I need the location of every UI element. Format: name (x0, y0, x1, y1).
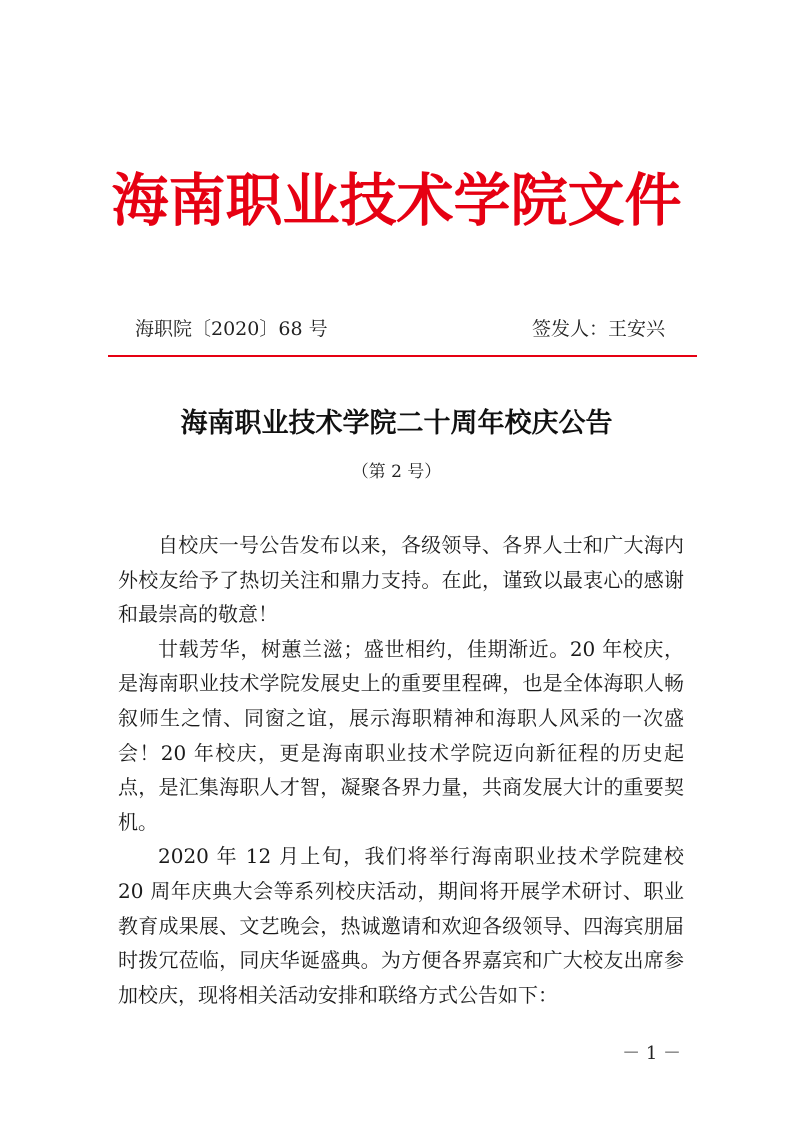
body-paragraph-3: 2020 年 12 月上旬，我们将举行海南职业技术学院建校 20 周年庆典大会等系列校庆活动，期间将开展学术研讨、职业教育成果展、文艺晚会，热诚邀请和欢迎各级领导、四海宾朋届时拨冗莅临，同庆华诞盛典。为方便各界嘉宾和广大校友出席参加校庆，现将相关活动安排和联络方式公告如下： (118, 844, 684, 1007)
notice-body (118, 528, 684, 1012)
page-number: － 1 － (622, 1043, 681, 1064)
notice-issue-number: （第 2 号） (351, 462, 442, 482)
institution-document-header: 海南职业技术学院文件 (111, 167, 682, 234)
red-divider-line (108, 355, 697, 357)
signer-line: 签发人：王安兴 (531, 318, 665, 340)
document-number: 海职院〔2020〕68 号 (135, 318, 328, 340)
body-paragraph-1: 自校庆一号公告发布以来，各级领导、各界人士和广大海内外校友给予了热切关注和鼎力支持。在此，谨致以最衷心的感谢和最崇高的敬意！ (118, 533, 684, 627)
notice-title: 海南职业技术学院二十周年校庆公告 (180, 408, 613, 439)
body-paragraph-2: 廿载芳华，树蕙兰滋；盛世相约，佳期渐近。20 年校庆，是海南职业技术学院发展史上的重要里程碑，也是全体海职人畅叙师生之情、同窗之谊，展示海职精神和海职人风采的一次盛会！20 年校庆，更是海南职业技术学院迈向新征程的历史起点，是汇集海职人才智，凝聚各界力量，共商发展大计的重要契机。 (118, 636, 684, 834)
